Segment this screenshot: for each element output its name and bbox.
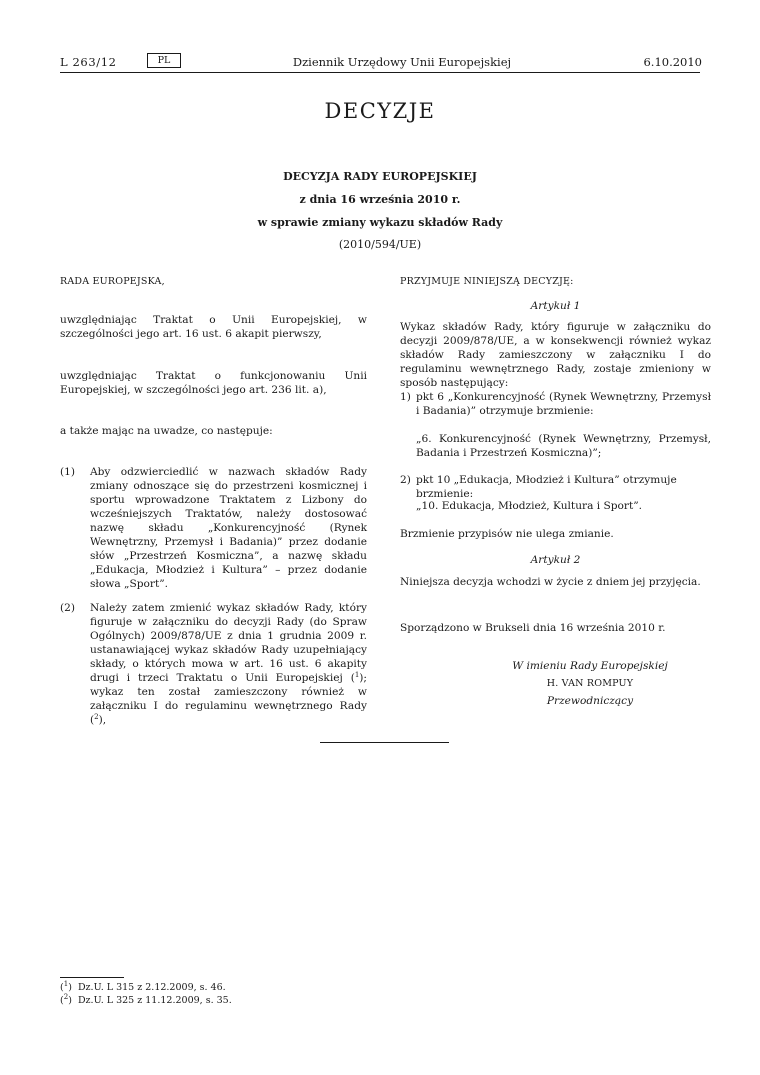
article-2-title: Artykuł 2 [530, 554, 581, 566]
citation-tfeu: uwzględniając Traktat o funkcjonowaniu Unii Europejskiej, w szczególności jego art. 236 lit. a), [60, 370, 367, 396]
place-and-date: Sporządzono w Brukseli dnia 16 września 2010 r. [400, 622, 666, 634]
publication-date: 6.10.2010 [643, 55, 702, 69]
citation-teu: uwzględniając Traktat o Unii Europejskiej, w szczególności jego art. 16 ust. 6 akapit pierwszy, [60, 314, 367, 340]
recital-2-text-b: ); wykaz ten został zamieszczony również w załączniku I do regulaminu wewnętrznego Rady ( [90, 672, 367, 726]
recital-1: Aby odzwierciedlić w nazwach składów Rady zmiany odnoszące się do przestrzeni kosmicznej i sportu wprowadzone Traktatem z Lizbony do wcześniejszych Traktatów, należy dostosować nazwę składu „Konkurencyjność (Rynek Wewnętrzny, Przemysł i Badania)” przez dodanie słów „Przestrzeń Kosmiczna”, a nazwę składu „Edukacja, Młodzież i Kultura” – przez dodanie słowa „Sport”. [90, 466, 367, 590]
item-2-number: 2) [400, 474, 411, 486]
footnote-1-text: Dz.U. L 315 z 2.12.2009, s. 46. [77, 982, 226, 993]
footnote-1: ($^1$) Dz.U. L 315 z 2.12.2009, s. 46. [60, 980, 226, 993]
item-2-text: pkt 10 „Edukacja, Młodzież i Kultura” otrzymuje brzmienie: [416, 474, 677, 500]
header-rule [60, 72, 700, 73]
signature-on-behalf: W imieniu Rady Europejskiej [512, 660, 668, 672]
footnote-1-mark: 1 [63, 980, 69, 988]
footnote-clause: Brzmienie przypisów nie ulega zmianie. [400, 528, 614, 540]
journal-title: Dziennik Urzędowy Unii Europejskiej [292, 55, 512, 69]
author: RADA EUROPEJSKA, [60, 276, 165, 287]
footnote-ref-2[interactable]: 2 [94, 713, 99, 721]
signature-role: Przewodniczący [546, 695, 634, 707]
item-1-quote: „6. Konkurencyjność (Rynek Wewnętrzny, Przemysł, Badania i Przestrzeń Kosmiczna)”; [416, 433, 711, 459]
footnote-ref-1[interactable]: 1 [354, 671, 360, 679]
decision-subject: w sprawie zmiany wykazu składów Rady [257, 216, 503, 229]
recital-2-number: (2) [60, 602, 76, 614]
adoption-formula: PRZYJMUJE NINIEJSZĄ DECYZJĘ: [400, 276, 574, 287]
recital-2-text-a: Należy zatem zmienić wykaz składów Rady, który figuruje w załączniku do decyzji Rady (do Spraw Ogólnych) 2009/878/UE z dnia 1 grudnia 2009 r. ustanawiającej wykaz składów Rady uzupełniający składy, o których mowa w art. 16 ust. 6 akapity drugi i trzeci Traktatu o Unii Europejskiej ( [90, 602, 367, 684]
footnote-2: ($^2$) Dz.U. L 325 z 11.12.2009, s. 35. [60, 993, 232, 1006]
recital-2 [90, 601, 367, 727]
decision-number: (2010/594/UE) [338, 238, 422, 251]
article-1-title: Artykuł 1 [530, 300, 581, 312]
end-rule [320, 742, 449, 743]
recital-1-number: (1) [60, 466, 76, 478]
recitals-intro: a także mając na uwadze, co następuje: [60, 425, 273, 437]
footnote-2-text: Dz.U. L 325 z 11.12.2009, s. 35. [77, 995, 232, 1006]
footnote-rule [60, 977, 124, 978]
recital-2-text-c: ), [98, 714, 107, 726]
article-2-text: Niniejsza decyzja wchodzi w życie z dniem jej przyjęcia. [400, 576, 701, 588]
language-badge: PL [147, 53, 181, 68]
item-2-quote: „10. Edukacja, Młodzież, Kultura i Sport”. [416, 500, 643, 512]
footnote-2-mark: 2 [63, 993, 69, 1001]
signature-name: H. VAN ROMPUY [546, 678, 634, 689]
item-1-number: 1) [400, 391, 411, 403]
section-title: DECYZJE [324, 99, 436, 123]
decision-title: DECYZJA RADY EUROPEJSKIEJ [283, 170, 477, 183]
item-1-text: pkt 6 „Konkurencyjność (Rynek Wewnętrzny, Przemysł i Badania)” otrzymuje brzmienie: [416, 391, 711, 417]
journal-reference: L 263/12 [60, 55, 117, 69]
decision-date: z dnia 16 września 2010 r. [299, 193, 461, 206]
article-1-text: Wykaz składów Rady, który figuruje w załączniku do decyzji 2009/878/UE, a w konsekwencji również wykaz składów Rady zamieszczony w załączniku I do regulaminu wewnętrznego Rady, zostaje zmieniony w sposób następujący: [400, 321, 711, 389]
